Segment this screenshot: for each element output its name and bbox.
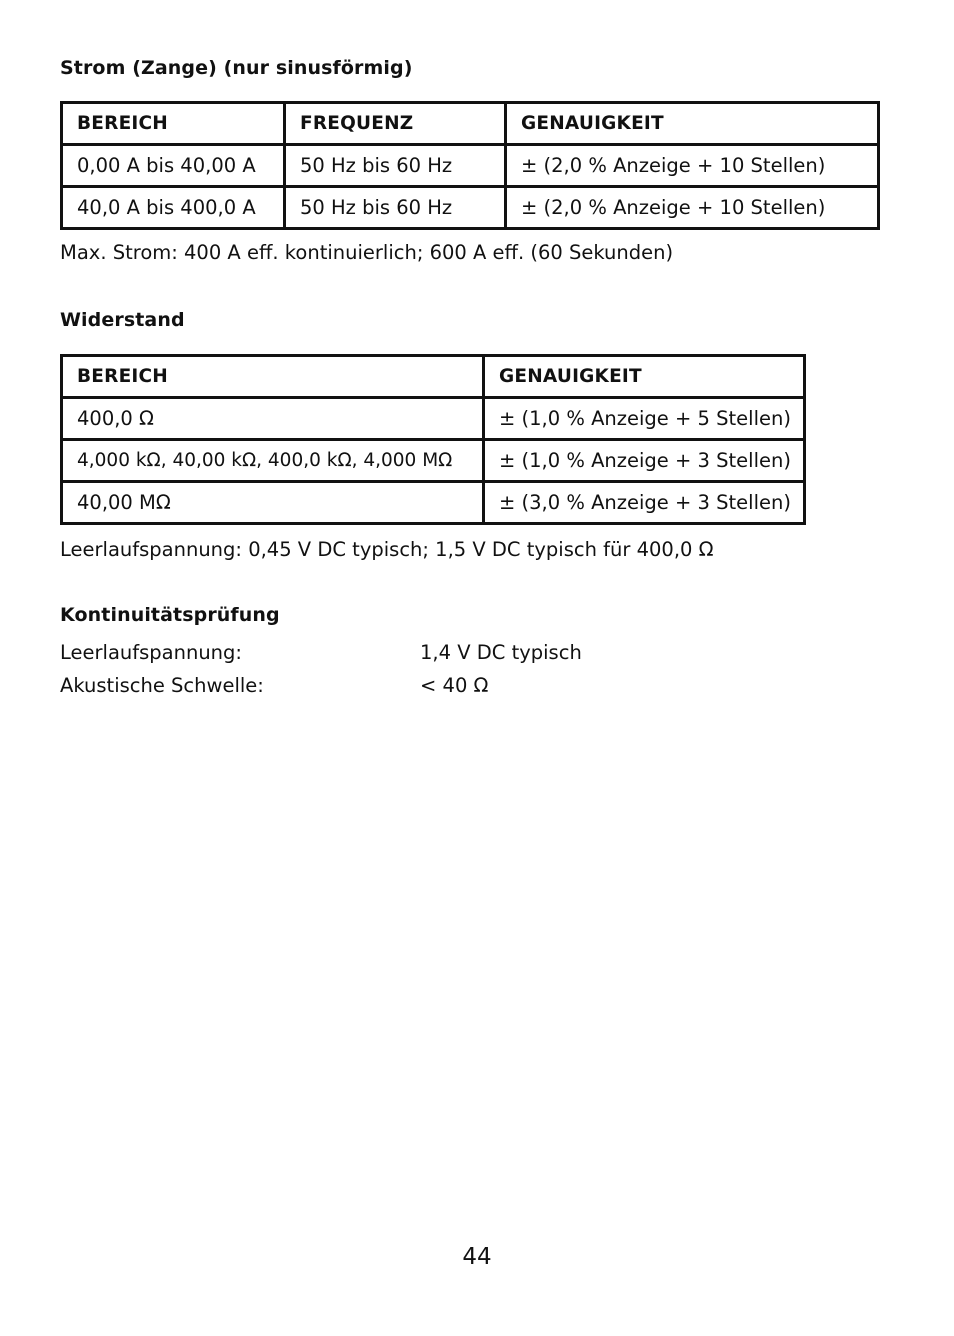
table-header-row [62, 356, 805, 398]
table-cell: ± (2,0 % Anzeige + 10 Stellen) [506, 187, 879, 229]
section-title-strom: Strom (Zange) (nur sinusförmig) [60, 57, 413, 79]
spec-value: 1,4 V DC typisch [420, 641, 582, 664]
section-title-kontinuitaet: Kontinuitätsprüfung [60, 604, 280, 626]
column-header-bereich: BEREICH [62, 103, 285, 145]
resistance-note: Leerlaufspannung: 0,45 V DC typisch; 1,5 V DC typisch für 400,0 Ω [60, 538, 714, 561]
column-header-genauigkeit: GENAUIGKEIT [484, 356, 805, 398]
table-cell: ± (2,0 % Anzeige + 10 Stellen) [506, 145, 879, 187]
table-row [62, 187, 879, 229]
current-spec-table [60, 101, 880, 230]
spec-value: < 40 Ω [420, 674, 489, 697]
table-cell: 4,000 kΩ, 40,00 kΩ, 400,0 kΩ, 4,000 MΩ [62, 440, 484, 482]
column-header-genauigkeit: GENAUIGKEIT [506, 103, 879, 145]
table-row [62, 145, 879, 187]
table-row [62, 398, 805, 440]
table-row [62, 482, 805, 524]
resistance-spec-table [60, 354, 806, 525]
table-cell: 40,00 MΩ [62, 482, 484, 524]
table-cell: ± (1,0 % Anzeige + 3 Stellen) [484, 440, 805, 482]
page-number: 44 [462, 1244, 492, 1270]
section-title-widerstand: Widerstand [60, 309, 185, 331]
current-note: Max. Strom: 400 A eff. kontinuierlich; 600 A eff. (60 Sekunden) [60, 241, 674, 264]
table-cell: 400,0 Ω [62, 398, 484, 440]
table-cell: 40,0 A bis 400,0 A [62, 187, 285, 229]
table-header-row [62, 103, 879, 145]
spec-label: Leerlaufspannung: [60, 641, 242, 664]
spec-label: Akustische Schwelle: [60, 674, 264, 697]
table-cell: 0,00 A bis 40,00 A [62, 145, 285, 187]
table-cell: ± (1,0 % Anzeige + 5 Stellen) [484, 398, 805, 440]
column-header-frequenz: FREQUENZ [285, 103, 506, 145]
table-cell: 50 Hz bis 60 Hz [285, 187, 506, 229]
table-cell: ± (3,0 % Anzeige + 3 Stellen) [484, 482, 805, 524]
table-row [62, 440, 805, 482]
column-header-bereich: BEREICH [62, 356, 484, 398]
table-cell: 50 Hz bis 60 Hz [285, 145, 506, 187]
